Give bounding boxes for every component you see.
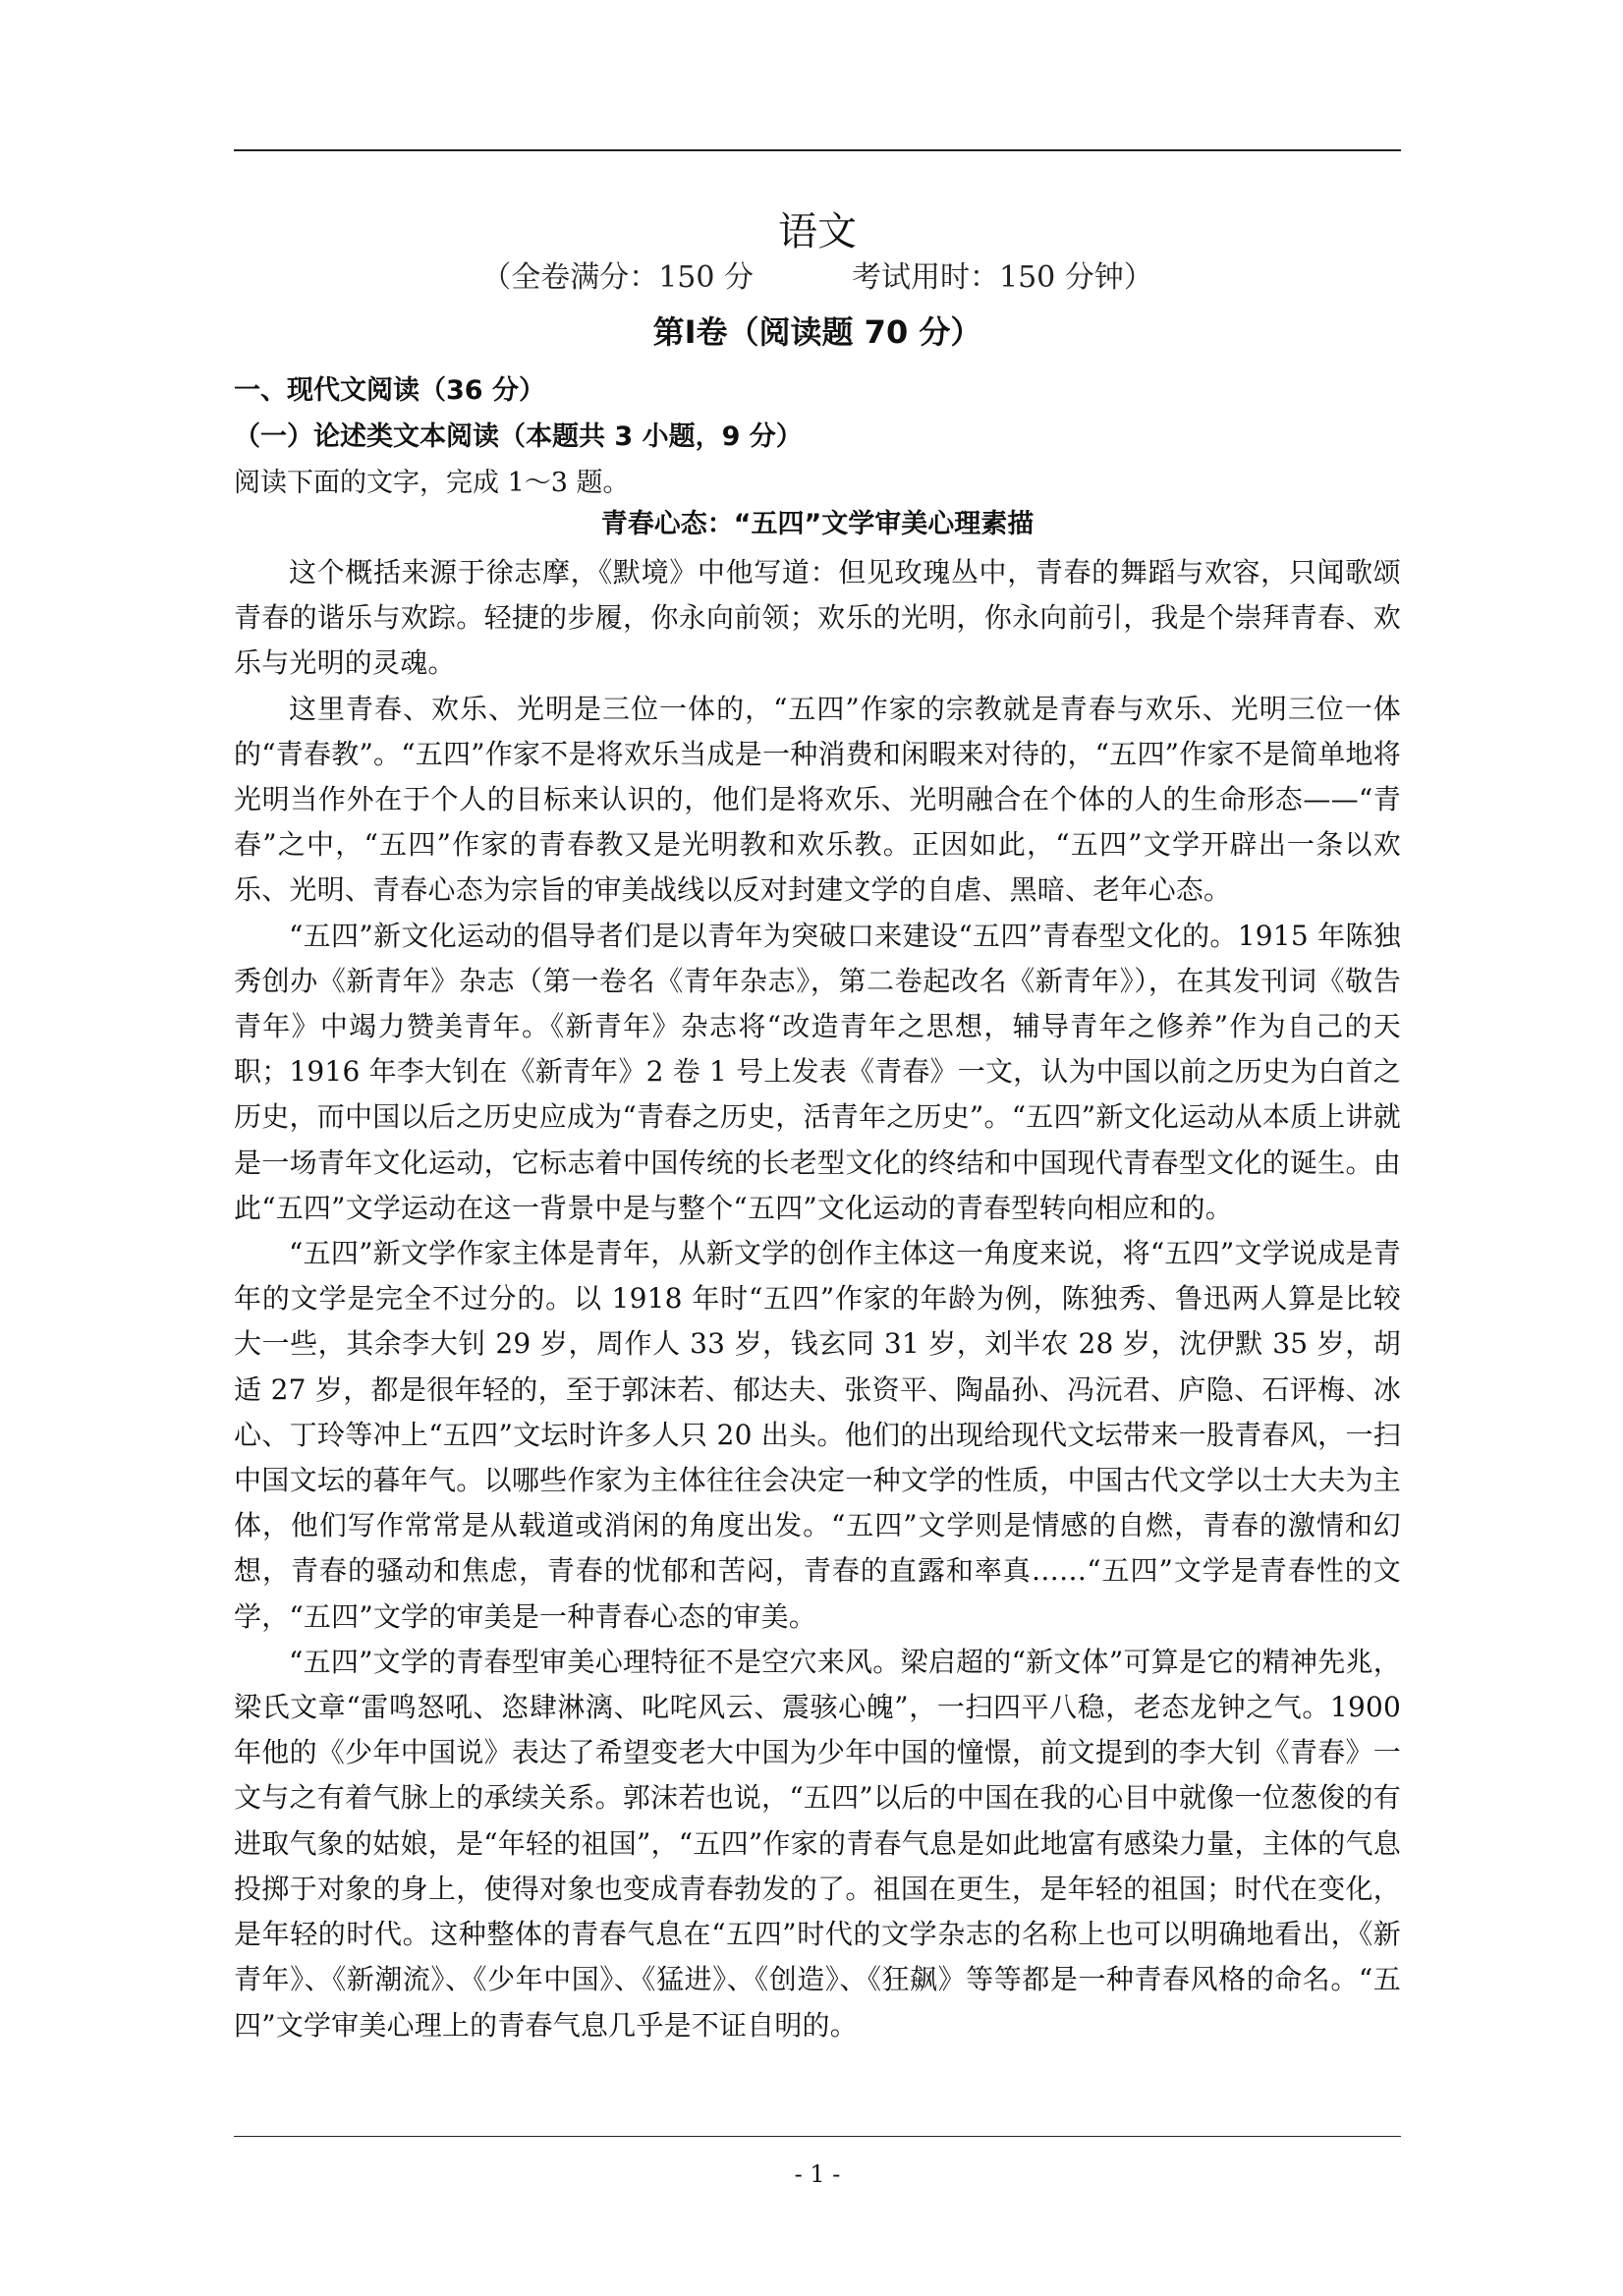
full-score: （全卷满分：150 分 bbox=[481, 260, 754, 295]
paragraph: 这个概括来源于徐志摩，《默境》中他写道：但见玫瑰丛中，青春的舞蹈与欢容，只闻歌颂青春的谐乐与欢踪。轻捷的步履，你永向前领；欢乐的光明，你永向前引，我是个崇拜青春、欢乐与光明的灵魂。 bbox=[234, 556, 1401, 680]
exam-meta bbox=[234, 257, 1401, 299]
paragraph: 这里青春、欢乐、光明是三位一体的，“五四”作家的宗教就是青春与欢乐、光明三位一体的“青春教”。“五四”作家不是将欢乐当成是一种消费和闲暇来对待的，“五四”作家不是简单地将光明当作外在于个人的目标来认识的，他们是将欢乐、光明融合在个体的人的生命形态——“青春”之中，“五四”作家的青春教又是光明教和欢乐教。正因如此，“五四”文学开辟出一条以欢乐、光明、青春心态为宗旨的审美战线以反对封建文学的自虐、黑暗、老年心态。 bbox=[234, 692, 1401, 907]
part-heading: 第Ⅰ卷（阅读题 70 分） bbox=[652, 313, 982, 351]
article-title: 青春心态：“五四”文学审美心理素描 bbox=[600, 509, 1035, 539]
subsection-heading: （一）论述类文本阅读（本题共 3 小题，9 分） bbox=[234, 421, 803, 452]
reading-instruction: 阅读下面的文字，完成 1～3 题。 bbox=[234, 468, 630, 498]
section-heading: 一、现代文阅读（36 分） bbox=[234, 375, 545, 406]
exam-title: 语文 bbox=[778, 209, 857, 254]
exam-time: 考试用时：150 分钟） bbox=[852, 260, 1153, 295]
paragraph: “五四”新文学作家主体是青年，从新文学的创作主体这一角度来说，将“五四”文学说成是青年的文学是完全不过分的。以 1918 年时“五四”作家的年龄为例，陈独秀、鲁迅两人算是比较大一些，其余李大钊 29 岁，周作人 33 岁，钱玄同 31 岁，刘半农 28 岁，沈伊默 35 岁，胡适 27 岁，都是很年轻的，至于郭沫若、郁达夫、张资平、陶晶孙、冯沅君、庐隐、石评梅、冰心、丁玲等冲上“五四”文坛时许多人只 20 出头。他们的出现给现代文坛带来一股青春风，一扫中国文坛的暮年气。以哪些作家为主体往往会决定一种文学的性质，中国古代文学以士大夫为主体，他们写作常常是从载道或消闲的角度出发。“五四”文学则是情感的自燃，青春的激情和幻想，青春的骚动和焦虑，青春的忧郁和苦闷，青春的直露和率真……“五四”文学是青春性的文学，“五四”文学的审美是一种青春心态的审美。 bbox=[234, 1237, 1401, 1633]
header-rule bbox=[234, 149, 1401, 151]
paragraph: “五四”新文化运动的倡导者们是以青年为突破口来建设“五四”青春型文化的。1915 年陈独秀创办《新青年》杂志（第一卷名《青年杂志》，第二卷起改名《新青年》），在其发刊词《敬告青年》中竭力赞美青年。《新青年》杂志将“改造青年之思想，辅导青年之修养”作为自己的天职；1916 年李大钊在《新青年》2 卷 1 号上发表《青春》一文，认为中国以前之历史为白首之历史，而中国以后之历史应成为“青春之历史，活青年之历史”。“五四”新文化运动从本质上讲就是一场青年文化运动，它标志着中国传统的长老型文化的终结和中国现代青春型文化的诞生。由此“五四”文学运动在这一背景中是与整个“五四”文化运动的青春型转向相应和的。 bbox=[234, 919, 1401, 1224]
article-body bbox=[234, 550, 1401, 2048]
footer-rule bbox=[234, 2136, 1401, 2137]
page-number: - 1 - bbox=[794, 2160, 841, 2188]
paragraph: “五四”文学的青春型审美心理特征不是空穴来风。梁启超的“新文体”可算是它的精神先兆，梁氏文章“雷鸣怒吼、恣肆淋漓、叱咤风云、震骇心魄”，一扫四平八稳，老态龙钟之气。1900 年他的《少年中国说》表达了希望变老大中国为少年中国的憧憬，前文提到的李大钊《青春》一文与之有着气脉上的承续关系。郭沫若也说，“五四”以后的中国在我的心目中就像一位葱俊的有进取气象的姑娘，是“年轻的祖国”，“五四”作家的青春气息是如此地富有感染力量，主体的气息投掷于对象的身上，使得对象也变成青春勃发的了。祖国在更生，是年轻的祖国；时代在变化，是年轻的时代。这种整体的青春气息在“五四”时代的文学杂志的名称上也可以明确地看出，《新青年》、《新潮流》、《少年中国》、《猛进》、《创造》、《狂飙》等等都是一种青春风格的命名。“五四”文学审美心理上的青春气息几乎是不证自明的。 bbox=[234, 1645, 1401, 2042]
